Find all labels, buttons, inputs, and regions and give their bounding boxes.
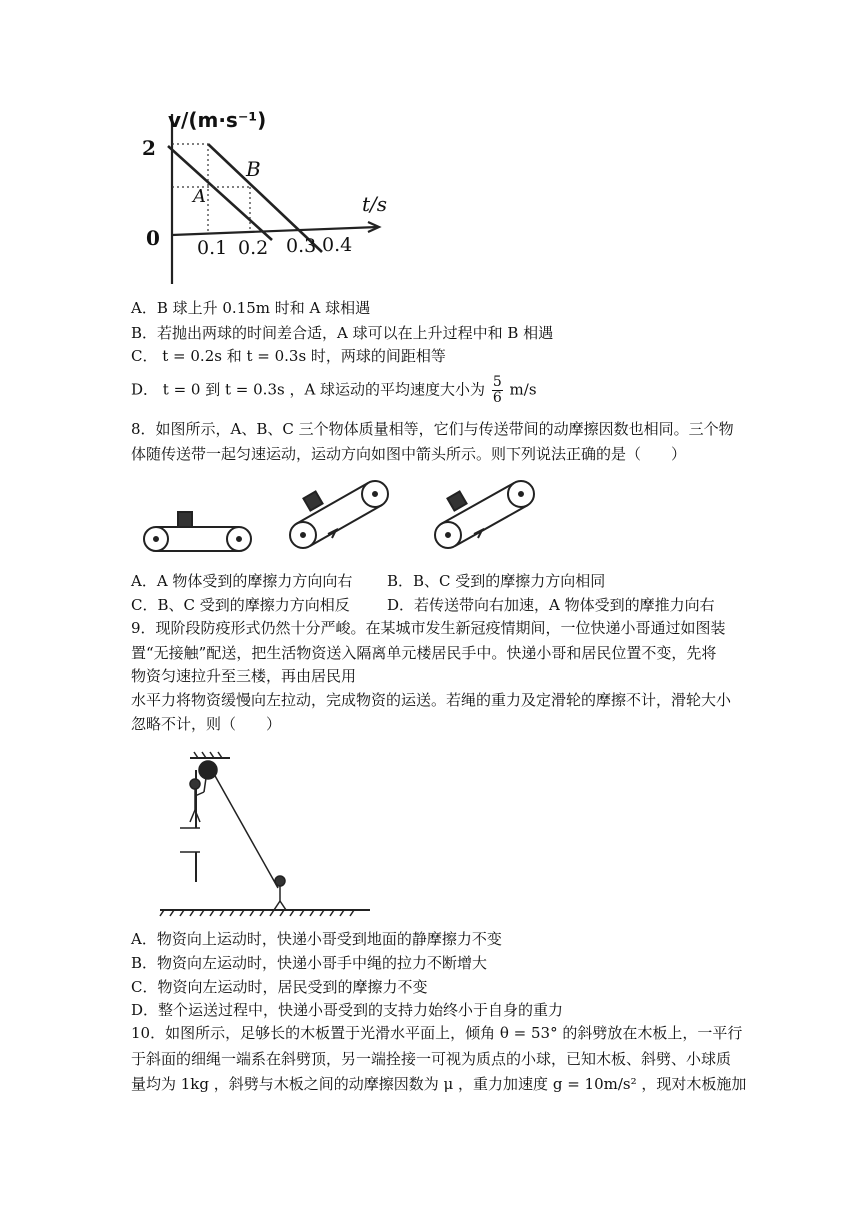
graph-x-axis-label: t/s: [362, 192, 388, 216]
q7-option-d-fraction: [492, 375, 503, 406]
q7-option-d-text: D． t = 0 到 t = 0.3s ，A 球运动的平均速度大小为: [131, 380, 486, 399]
q8-option-d: D．若传送带向右加速，A 物体受到的摩推力向右: [387, 596, 715, 614]
q9-stem-line-1: 9．现阶段防疫形式仍然十分严峻。在某城市发生新冠疫情期间，一位快递小哥通过如图装: [131, 619, 726, 637]
belt-a: [144, 512, 251, 551]
belt-c: [435, 481, 534, 548]
graph-x-tick-0-3: 0.3: [286, 235, 317, 257]
q7-option-d-unit: m/s: [509, 380, 537, 399]
q7-option-a: A．B 球上升 0.15m 时和 A 球相遇: [131, 299, 371, 317]
pulley: [199, 761, 217, 779]
conveyor-belt-figures: [138, 476, 538, 566]
q9-stem-line-4: 水平力将物资缓慢向左拉动，完成物资的运送。若绳的重力及定滑轮的摩擦不计，滑轮大小: [131, 691, 732, 709]
q9-option-b: B．物资向左运动时，快递小哥手中绳的拉力不断增大: [131, 954, 488, 972]
q9-option-a: A．物资向上运动时，快递小哥受到地面的静摩擦力不变: [131, 930, 502, 948]
q9-option-c: C．物资向左运动时，居民受到的摩擦力不变: [131, 978, 428, 996]
graph-y-axis-label: v/(m·s⁻¹): [168, 108, 267, 132]
graph-origin-label: 0: [146, 226, 160, 250]
graph-line-b-label: B: [246, 157, 261, 181]
fraction-denominator: 6: [492, 390, 502, 406]
graph-x-tick-0-2: 0.2: [238, 237, 269, 259]
q9-option-d: D．整个运送过程中，快递小哥受到的支持力始终小于自身的重力: [131, 1001, 564, 1019]
q8-option-b: B．B、C 受到的摩擦力方向相同: [387, 572, 606, 590]
q8-stem-line-1: 8．如图所示，A、B、C 三个物体质量相等，它们与传送带间的动摩擦因数也相同。三个物: [131, 420, 734, 438]
pulley-delivery-figure: [150, 748, 380, 918]
q8-option-a: A．A 物体受到的摩擦力方向向右: [131, 572, 353, 590]
fraction-numerator: 5: [492, 374, 502, 390]
q9-stem-line-2: 置“无接触”配送，把生活物资送入隔离单元楼居民手中。快递小哥和居民位置不变，先将: [131, 644, 717, 662]
q7-option-c: C． t = 0.2s 和 t = 0.3s 时，两球的间距相等: [131, 347, 446, 365]
q8-stem-line-2: 体随传送带一起匀速运动，运动方向如图中箭头所示。则下列说法正确的是（ ）: [131, 445, 687, 463]
graph-x-tick-0-4: 0.4: [322, 234, 353, 256]
q8-option-c: C．B、C 受到的摩擦力方向相反: [131, 596, 350, 614]
graph-y-tick-2: 2: [142, 136, 156, 160]
q8-options-row-2: [131, 594, 741, 616]
graph-x-tick-0-1: 0.1: [197, 237, 228, 259]
q7-option-b: B．若抛出两球的时间差合适，A 球可以在上升过程中和 B 相遇: [131, 324, 554, 342]
q9-stem-line-5: 忽略不计，则（ ）: [131, 715, 282, 733]
q8-options-row-1: [131, 570, 741, 592]
q10-stem-line-2: 于斜面的细绳一端系在斜劈顶，另一端拴接一可视为质点的小球，已知木板、斜劈、小球质: [131, 1050, 732, 1068]
q10-stem-line-3: 量均为 1kg ，斜劈与木板之间的动摩擦因数为 μ ，重力加速度 g = 10m/s² ，现对木板施加: [131, 1075, 747, 1093]
q9-stem-line-3: 物资匀速拉升至三楼，再由居民用: [131, 667, 357, 685]
q7-option-d: [131, 375, 741, 406]
belt-b: [290, 481, 388, 548]
graph-line-a-label: A: [193, 186, 206, 207]
q10-stem-line-1: 10．如图所示，足够长的木板置于光滑水平面上，倾角 θ = 53° 的斜劈放在木板上，一平行: [131, 1024, 743, 1042]
